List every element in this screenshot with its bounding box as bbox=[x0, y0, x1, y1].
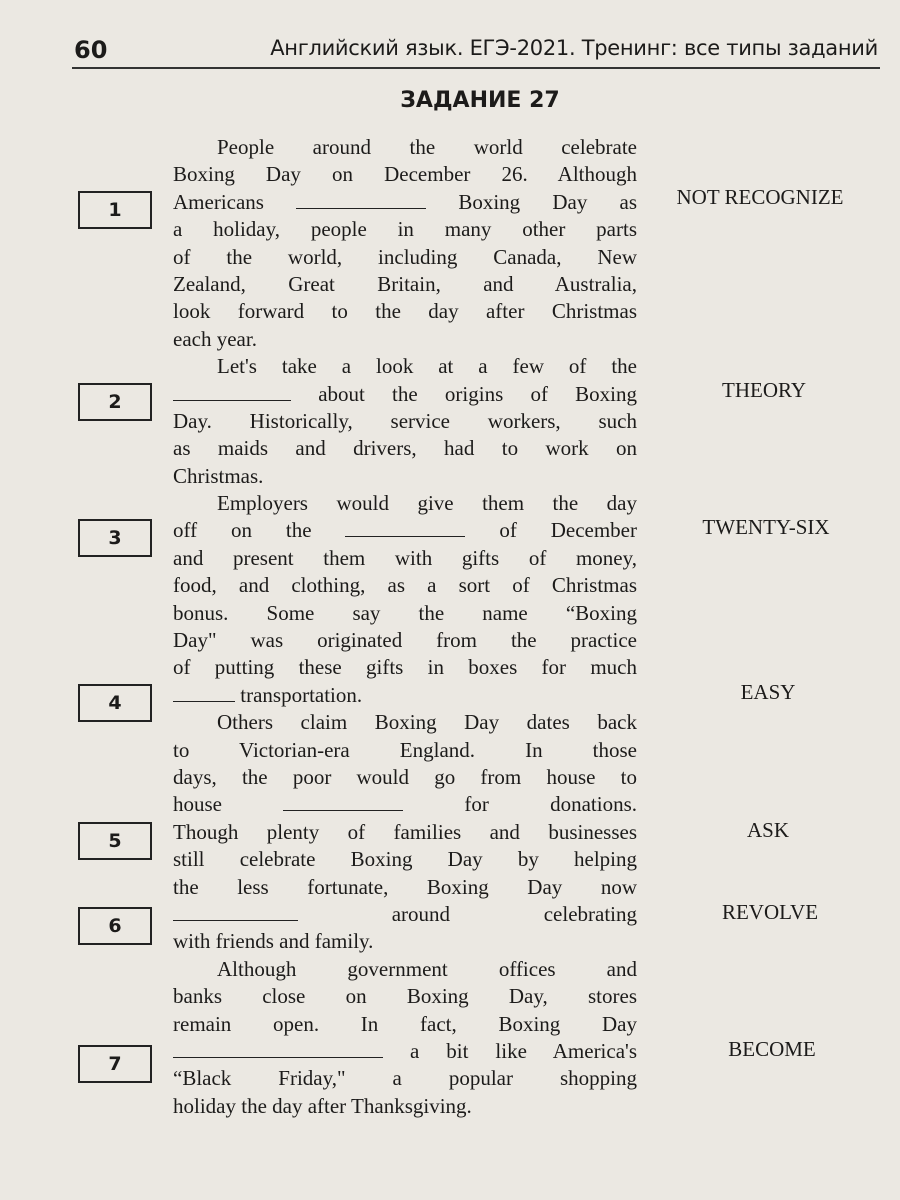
text-segment: Day" was originated from the practice bbox=[173, 628, 637, 653]
text-line bbox=[173, 600, 637, 627]
key-word-2: THEORY bbox=[722, 378, 806, 402]
text-line bbox=[173, 928, 637, 955]
text-segment: days, the poor would go from house to bbox=[173, 764, 637, 789]
text-segment: to Victorian-era England. In those bbox=[173, 737, 637, 762]
text-line bbox=[173, 1065, 637, 1092]
text-line bbox=[173, 353, 637, 380]
text-line bbox=[173, 983, 637, 1010]
text-line bbox=[173, 1011, 637, 1038]
text-segment: about the origins of Boxing bbox=[318, 381, 637, 406]
text-segment: Christmas. bbox=[173, 463, 264, 488]
text-segment: Day. Historically, service workers, such bbox=[173, 408, 637, 433]
text-line bbox=[173, 1093, 637, 1120]
text-segment: Employers would give them the day bbox=[217, 491, 637, 516]
text-segment: of putting these gifts in boxes for much bbox=[173, 655, 637, 680]
text-segment: off on the bbox=[173, 518, 312, 543]
answer-blank[interactable] bbox=[173, 382, 291, 401]
text-segment: with friends and family. bbox=[173, 929, 374, 954]
text-segment: each year. bbox=[173, 326, 257, 351]
text-segment: remain open. In fact, Boxing Day bbox=[173, 1011, 637, 1036]
text-line bbox=[173, 819, 637, 846]
text-segment: banks close on Boxing Day, stores bbox=[173, 984, 637, 1009]
text-segment: Zealand, Great Britain, and Australia, bbox=[173, 271, 637, 296]
text-segment: still celebrate Boxing Day by helping bbox=[173, 847, 637, 872]
text-segment: Others claim Boxing Day dates back bbox=[217, 710, 637, 735]
text-line bbox=[173, 764, 637, 791]
running-header: Английский язык. ЕГЭ-2021. Тренинг: все типы заданий bbox=[270, 36, 878, 60]
key-word-6: REVOLVE bbox=[721, 900, 819, 924]
text-line bbox=[173, 846, 637, 873]
text-line bbox=[173, 956, 637, 983]
text-segment: Boxing Day on December 26. Although bbox=[173, 162, 637, 187]
answer-box-2[interactable]: 2 bbox=[78, 383, 152, 421]
text-line bbox=[173, 216, 637, 243]
text-line bbox=[173, 517, 637, 544]
answer-blank[interactable] bbox=[345, 518, 465, 537]
text-line bbox=[173, 134, 637, 161]
text-line bbox=[173, 627, 637, 654]
text-line bbox=[173, 654, 637, 681]
answer-blank[interactable] bbox=[283, 792, 403, 811]
key-word-1: NOT RECOGNIZE bbox=[676, 185, 844, 209]
text-line bbox=[173, 737, 637, 764]
key-word-7: BECOME bbox=[728, 1037, 816, 1061]
answer-box-6[interactable]: 6 bbox=[78, 907, 152, 945]
text-line bbox=[173, 791, 637, 818]
key-word-4: EASY bbox=[740, 680, 796, 704]
task-title: ЗАДАНИЕ 27 bbox=[400, 88, 560, 113]
text-line bbox=[173, 244, 637, 271]
text-line bbox=[173, 490, 637, 517]
text-segment: house bbox=[173, 792, 222, 817]
text-line bbox=[173, 463, 637, 490]
text-segment: “Black Friday," a popular shopping bbox=[173, 1066, 637, 1091]
text-line bbox=[173, 189, 637, 216]
text-line bbox=[173, 874, 637, 901]
text-line bbox=[173, 435, 637, 462]
text-segment: around celebrating bbox=[391, 901, 637, 926]
answer-box-4[interactable]: 4 bbox=[78, 684, 152, 722]
text-segment: as maids and drivers, had to work on bbox=[173, 436, 637, 461]
answer-blank[interactable] bbox=[173, 1039, 383, 1058]
text-segment: of the world, including Canada, New bbox=[173, 244, 637, 269]
text-segment: for donations. bbox=[464, 792, 638, 817]
text-segment: the less fortunate, Boxing Day now bbox=[173, 874, 637, 899]
text-line bbox=[173, 1038, 637, 1065]
text-segment: a holiday, people in many other parts bbox=[173, 217, 637, 242]
text-segment: Let's take a look at a few of the bbox=[217, 354, 637, 379]
answer-blank[interactable] bbox=[173, 902, 298, 921]
answer-blank[interactable] bbox=[296, 190, 426, 209]
text-segment: food, and clothing, as a sort of Christmas bbox=[173, 573, 637, 598]
key-word-3: TWENTY-SIX bbox=[702, 515, 830, 539]
answer-box-7[interactable]: 7 bbox=[78, 1045, 152, 1083]
text-segment: transportation. bbox=[240, 682, 363, 707]
text-segment: of December bbox=[499, 518, 637, 543]
text-line bbox=[173, 381, 637, 408]
text-line bbox=[173, 408, 637, 435]
text-line bbox=[173, 572, 637, 599]
answer-box-5[interactable]: 5 bbox=[78, 822, 152, 860]
text-segment: holiday the day after Thanksgiving. bbox=[173, 1093, 472, 1118]
key-word-5: ASK bbox=[746, 818, 789, 842]
text-line bbox=[173, 545, 637, 572]
text-line bbox=[173, 901, 637, 928]
text-line bbox=[173, 682, 637, 709]
text-line bbox=[173, 271, 637, 298]
text-segment: Americans bbox=[173, 189, 264, 214]
text-segment: bonus. Some say the name “Boxing bbox=[173, 600, 637, 625]
page-number: 60 bbox=[74, 36, 108, 64]
text-line bbox=[173, 326, 637, 353]
text-segment: Although government offices and bbox=[217, 956, 637, 981]
answer-blank[interactable] bbox=[173, 683, 235, 702]
text-segment: look forward to the day after Christmas bbox=[173, 299, 637, 324]
text-line bbox=[173, 161, 637, 188]
text-segment: Though plenty of families and businesses bbox=[173, 819, 637, 844]
answer-box-3[interactable]: 3 bbox=[78, 519, 152, 557]
text-segment: a bit like America's bbox=[409, 1038, 637, 1063]
answer-box-1[interactable]: 1 bbox=[78, 191, 152, 229]
text-segment: People around the world celebrate bbox=[217, 135, 637, 159]
header-divider bbox=[72, 67, 880, 69]
text-segment: Boxing Day as bbox=[458, 189, 638, 214]
passage-text bbox=[173, 134, 637, 1120]
text-segment: and present them with gifts of money, bbox=[173, 545, 637, 570]
text-line bbox=[173, 298, 637, 325]
text-line bbox=[173, 709, 637, 736]
